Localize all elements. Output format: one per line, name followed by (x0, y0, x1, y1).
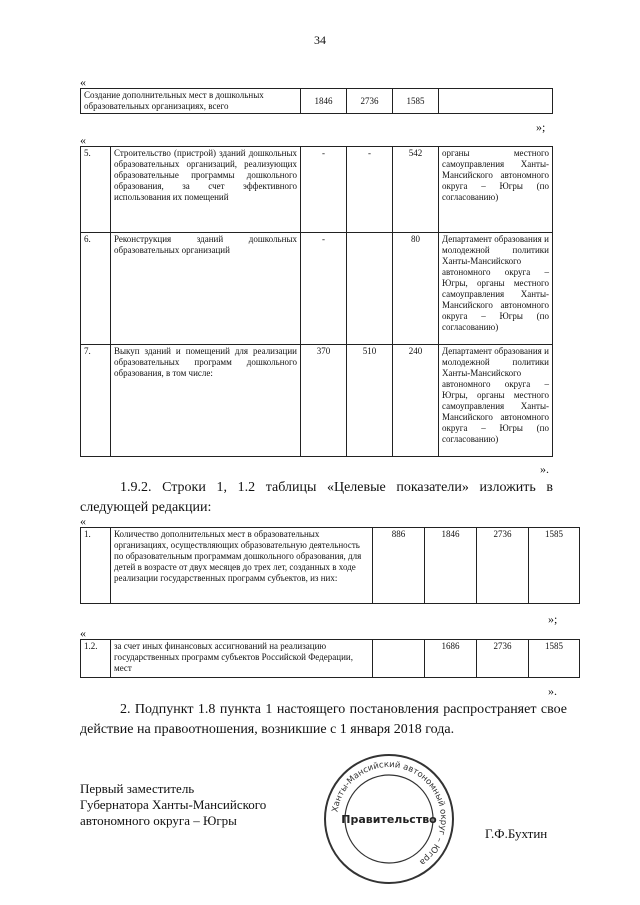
value-cell: 1846 (425, 528, 477, 604)
value-cell: 370 (301, 345, 347, 457)
value-cell (347, 233, 393, 345)
value-cell: 542 (393, 147, 439, 233)
value-cell: 1585 (393, 89, 439, 114)
open-quote: « (80, 133, 86, 147)
value-cell: 886 (373, 528, 425, 604)
value-cell: - (347, 147, 393, 233)
responsible-cell: Департамент образования и молодежной политики Ханты-Мансийского автономного округа – Югры, органы местного самоуправления Ханты-Мансийского автономного округа – Югры (по согласованию) (439, 233, 553, 345)
row-name: Реконструкция зданий дошкольных образовательных организаций (111, 233, 301, 345)
row-number: 1.2. (81, 640, 111, 678)
table-row (81, 345, 553, 457)
value-cell: 1585 (529, 640, 580, 678)
value-cell: 240 (393, 345, 439, 457)
signatory-name: Г.Ф.Бухтин (485, 826, 548, 841)
value-cell (373, 640, 425, 678)
open-quote: « (80, 626, 86, 640)
value-cell: 1686 (425, 640, 477, 678)
seal-center-text: Правительство (341, 813, 437, 826)
table-events (80, 146, 553, 457)
responsible-cell (439, 89, 553, 114)
row-name: Количество дополнительных мест в образовательных организациях, осуществляющих образовательную деятельность по образовательным программам дошкольного образования, для детей в возрасте от двух месяцев до трех лет, созданных в ходе реализации государственных программ субъектов, из них: (111, 528, 373, 604)
official-seal-stamp (322, 752, 456, 886)
paragraph-2: 2. Подпункт 1.8 пункта 1 настоящего постановления распространяет свое действие на правоотношения, возникшие с 1 января 2018 года. (80, 702, 567, 737)
value-cell: 510 (347, 345, 393, 457)
table-target-indicator-1 (80, 527, 580, 604)
row-number: 7. (81, 345, 111, 457)
value-cell: 2736 (477, 528, 529, 604)
table-row (81, 640, 580, 678)
value-cell: 1846 (301, 89, 347, 114)
row-number: 6. (81, 233, 111, 345)
paragraph-1-9-2: 1.9.2. Строки 1, 1.2 таблицы «Целевые показатели» изложить в следующей редакции: (80, 480, 553, 515)
page-number: 34 (314, 33, 326, 47)
responsible-cell: органы местного самоуправления Ханты-Мансийского автономного округа – Югры (по согласованию) (439, 147, 553, 233)
position-line: Первый заместитель (80, 781, 195, 796)
row-name: Выкуп зданий и помещений для реализации образовательных программ дошкольного образования, в том числе: (111, 345, 301, 457)
open-quote: « (80, 514, 86, 528)
close-quote: ». (540, 462, 549, 476)
signature-position (80, 781, 266, 829)
row-name: Создание дополнительных мест в дошкольных образовательных организациях, всего (81, 89, 301, 114)
close-quote: »; (536, 120, 546, 134)
table-target-indicator-1-2 (80, 639, 580, 678)
table-row (81, 89, 553, 114)
close-quote: »; (548, 612, 558, 626)
value-cell: 80 (393, 233, 439, 345)
svg-text:Ханты-Мансийский автономный ок: Ханты-Мансийский автономный округ – Югра (330, 759, 449, 867)
value-cell: 1585 (529, 528, 580, 604)
value-cell: - (301, 233, 347, 345)
responsible-cell: Департамент образования и молодежной политики Ханты-Мансийского автономного округа – Югры, органы местного самоуправления Ханты-Мансийского автономного округа – Югры (по согласованию) (439, 345, 553, 457)
close-quote: ». (548, 684, 557, 698)
row-number: 5. (81, 147, 111, 233)
value-cell: 2736 (477, 640, 529, 678)
table-row (81, 147, 553, 233)
row-name: за счет иных финансовых ассигнований на реализацию государственных программ субъектов Российской Федерации, мест (111, 640, 373, 678)
value-cell: - (301, 147, 347, 233)
position-line: автономного округа – Югры (80, 813, 237, 828)
row-name: Строительство (пристрой) зданий дошкольных образовательных организаций, реализующих образовательные программы дошкольного образования, за счет эффективного использования их помещений (111, 147, 301, 233)
open-quote: « (80, 75, 86, 89)
table-row (81, 233, 553, 345)
row-number: 1. (81, 528, 111, 604)
value-cell: 2736 (347, 89, 393, 114)
position-line: Губернатора Ханты-Мансийского (80, 797, 267, 812)
table-row (81, 528, 580, 604)
table-creation-total (80, 88, 553, 114)
